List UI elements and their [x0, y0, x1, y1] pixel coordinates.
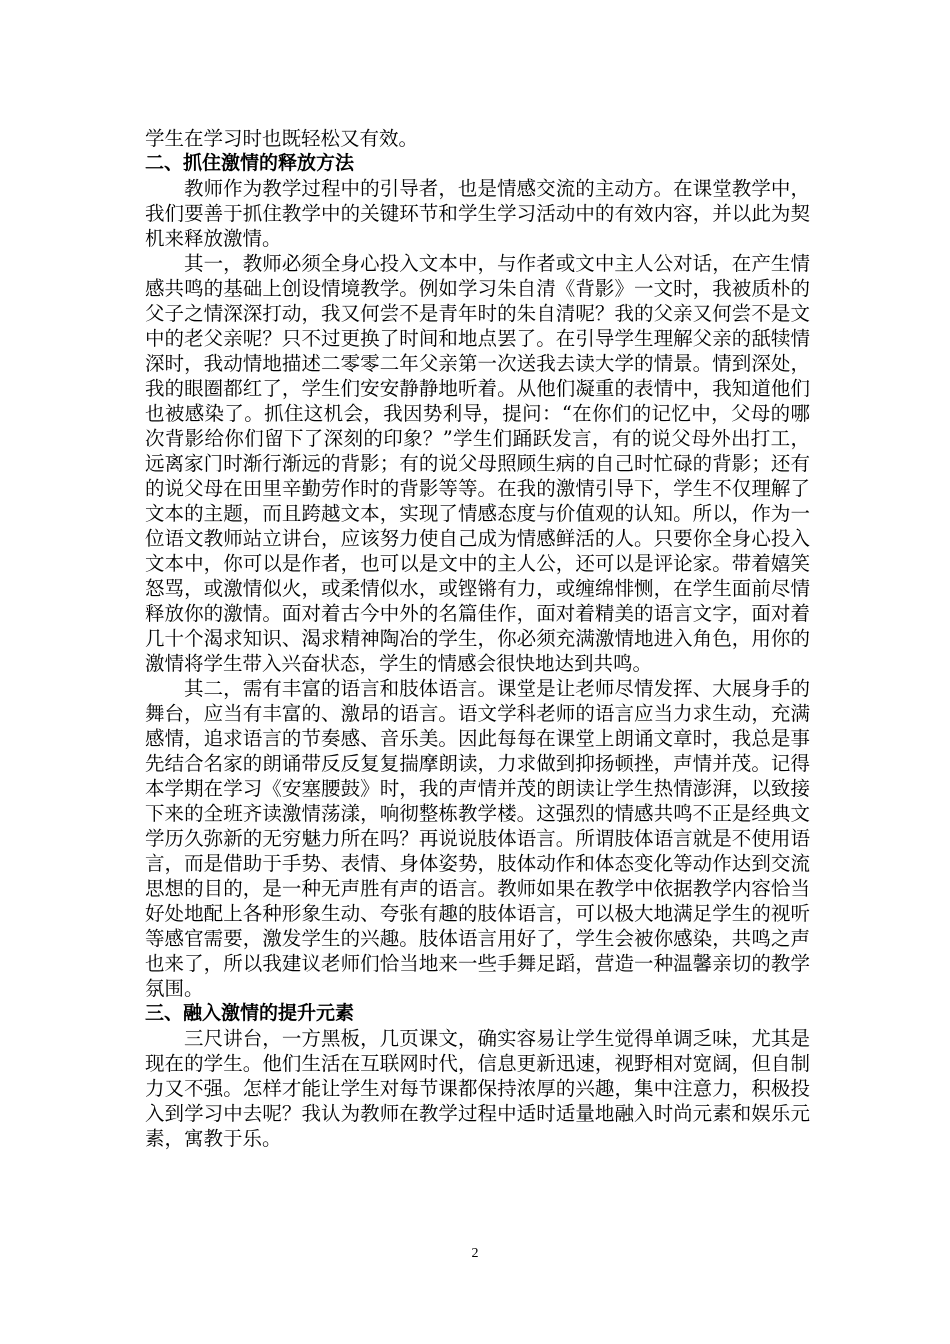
- section-heading-2: 二、抓住激情的释放方法: [145, 152, 355, 174]
- body-text: [145, 126, 810, 1151]
- section2-paragraph-1: 教师作为教学过程中的引导者，也是情感交流的主动方。在课堂教学中，我们要善于抓住教学中的关键环节和学生学习活动中的有效内容，并以此为契机来释放激情。: [145, 177, 810, 250]
- section2-paragraph-3: 其二，需有丰富的语言和肢体语言。课堂是让老师尽情发挥、大展身手的舞台，应当有丰富的、激昂的语言。语文学科老师的语言应当力求生动，充满感情，追求语言的节奏感、音乐美。因此每每在课堂上朗诵文章时，我总是事先结合名家的朗诵带反反复复揣摩朗读，力求做到抑扬顿挫，声情并茂。记得本学期在学习《安塞腰鼓》时，我的声情并茂的朗读让学生热情澎湃，以致接下来的全班齐读激情荡漾，响彻整栋教学楼。这强烈的情感共鸣不正是经典文学历久弥新的无穷魅力所在吗？再说说肢体语言。所谓肢体语言就是不使用语言，而是借助于手势、表情、身体姿势，肢体动作和体态变化等动作达到交流思想的目的，是一种无声胜有声的语言。教师如果在教学中依据教学内容恰当好处地配上各种形象生动、夸张有趣的肢体语言，可以极大地满足学生的视听等感官需要，激发学生的兴趣。肢体语言用好了，学生会被你感染，共鸣之声也来了，所以我建议老师们恰当地来一些手舞足蹈，营造一种温馨亲切的教学氛围。: [145, 677, 810, 1000]
- page-number: 2: [471, 1246, 479, 1261]
- continued-paragraph: 学生在学习时也既轻松又有效。: [145, 127, 419, 150]
- section2-paragraph-2: 其一，教师必须全身心投入文本中，与作者或文中主人公对话，在产生情感共鸣的基础上创设情境教学。例如学习朱自清《背影》一文时，我被质朴的父子之情深深打动，我又何尝不是青年时的朱自清呢？我的父亲又何尝不是文中的老父亲呢？只不过更换了时间和地点罢了。在引导学生理解父亲的舐犊情深时，我动情地描述二零零二年父亲第一次送我去读大学的情景。情到深处，我的眼圈都红了，学生们安安静静地听着。从他们凝重的表情中，我知道他们也被感染了。抓住这机会，我因势利导，提问：“在你们的记忆中，父母的哪次背影给你们留下了深刻的印象？”学生们踊跃发言，有的说父母外出打工，远离家门时渐行渐远的背影；有的说父母照顾生病的自己时忙碌的背影；还有的说父母在田里辛勤劳作时的背影等等。在我的激情引导下，学生不仅理解了文本的主题，而且跨越文本，实现了情感态度与价值观的认知。所以，作为一位语文教师站立讲台，应该努力使自己成为情感鲜活的人。只要你全身心投入文本中，你可以是作者，也可以是文中的主人公，还可以是评论家。带着嬉笑怒骂，或激情似火，或柔情似水，或铿锵有力，或缠绵悱恻，在学生面前尽情释放你的激情。面对着古今中外的名篇佳作，面对着精美的语言文字，面对着几十个渴求知识、渴求精神陶冶的学生，你必须充满激情地进入角色，用你的激情将学生带入兴奋状态，学生的情感会很快地达到共鸣。: [145, 252, 810, 675]
- section3-paragraph-1: 三尺讲台，一方黑板，几页课文，确实容易让学生觉得单调乏味，尤其是现在的学生。他们生活在互联网时代，信息更新迅速，视野相对宽阔，但自制力又不强。怎样才能让学生对每节课都保持浓厚的兴趣，集中注意力，积极投入到学习中去呢？我认为教师在教学过程中适时适量地融入时尚元素和娱乐元素，寓教于乐。: [145, 1027, 810, 1150]
- section-heading-3: 三、融入激情的提升元素: [145, 1002, 355, 1024]
